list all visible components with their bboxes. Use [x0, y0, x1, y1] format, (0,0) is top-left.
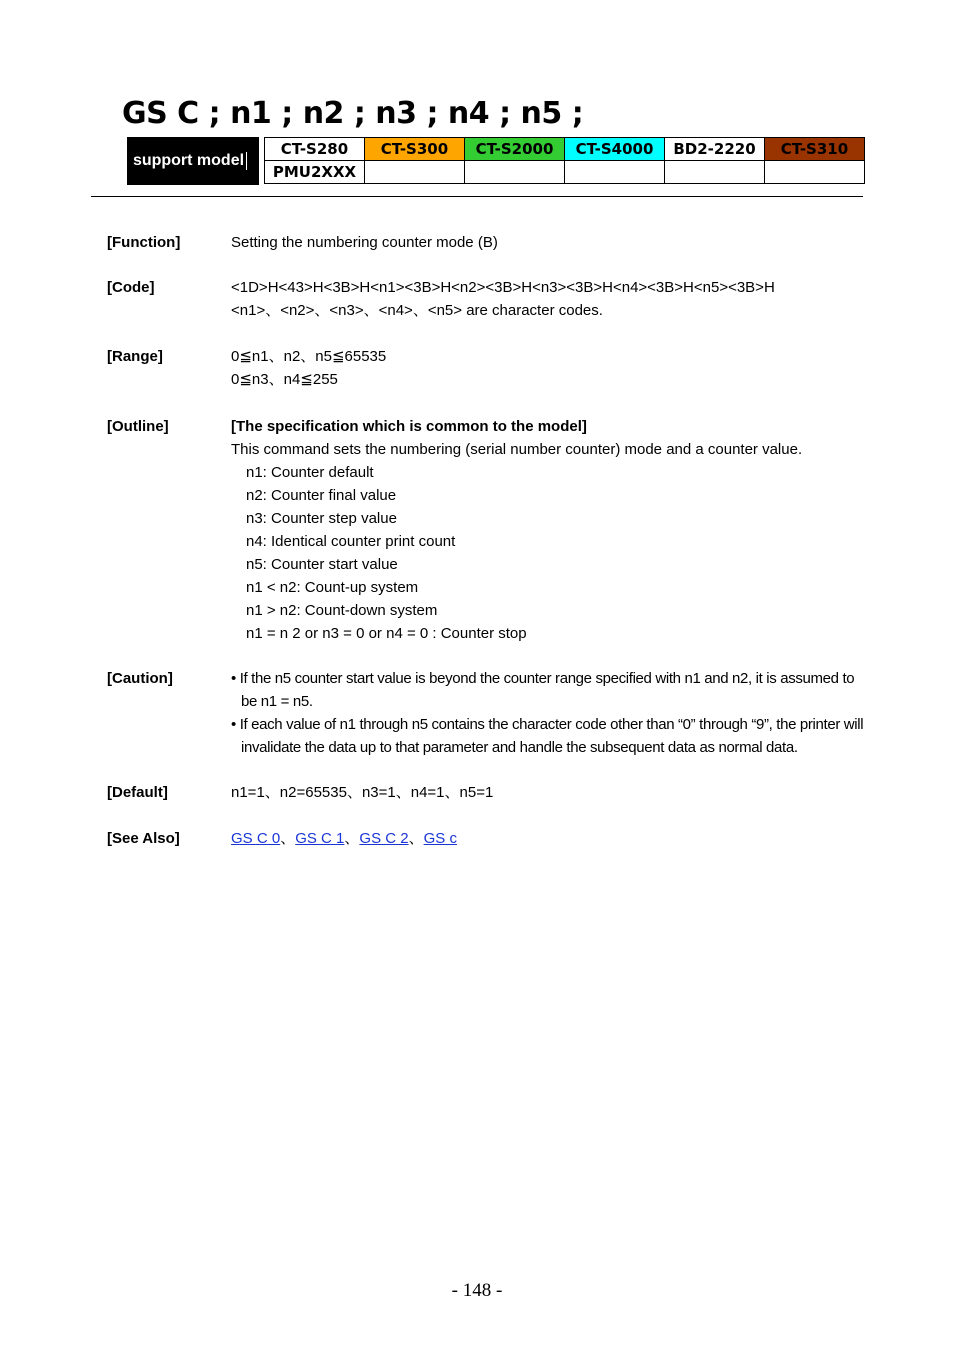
- model-cell: CT-S310: [765, 138, 865, 161]
- model-cell: PMU2XXX: [265, 161, 365, 184]
- model-cell: BD2-2220: [665, 138, 765, 161]
- outline-item: n3: Counter step value: [246, 510, 397, 527]
- function-text: Setting the numbering counter mode (B): [231, 234, 498, 251]
- model-cell: [565, 161, 665, 184]
- model-cell: CT-S2000: [465, 138, 565, 161]
- model-cell: [765, 161, 865, 184]
- section-label: [Code]: [107, 279, 155, 296]
- outline-item: n1 > n2: Count-down system: [246, 602, 438, 619]
- link-gs-c-2[interactable]: GS C 2: [359, 830, 409, 847]
- outline-item: n1 < n2: Count-up system: [246, 579, 419, 596]
- outline-item: n5: Counter start value: [246, 556, 398, 573]
- section-label: [Range]: [107, 348, 163, 365]
- link-gs-c-1[interactable]: GS C 1: [295, 830, 345, 847]
- model-cell: CT-S280: [265, 138, 365, 161]
- outline-intro: This command sets the numbering (serial number counter) mode and a counter value.: [231, 441, 803, 458]
- section-label: [Outline]: [107, 418, 169, 435]
- link-separator: 、: [408, 830, 424, 847]
- range-line: 0≦n3、n4≦255: [231, 371, 338, 388]
- model-cell: [465, 161, 565, 184]
- default-text: n1=1、n2=65535、n3=1、n4=1、n5=1: [231, 784, 494, 801]
- section-label: [See Also]: [107, 830, 180, 847]
- section-label: [Function]: [107, 234, 181, 251]
- outline-item: n1: Counter default: [246, 464, 374, 481]
- support-model-table: [264, 137, 865, 184]
- link-separator: 、: [280, 830, 296, 847]
- page-title: GS C ; n1 ; n2 ; n3 ; n4 ; n5 ;: [122, 96, 584, 131]
- outline-item: n4: Identical counter print count: [246, 533, 456, 550]
- section-label: [Caution]: [107, 670, 173, 687]
- model-cell: CT-S300: [365, 138, 465, 161]
- model-cell: [365, 161, 465, 184]
- link-separator: 、: [344, 830, 360, 847]
- outline-heading: [The specification which is common to the model]: [231, 418, 587, 435]
- see-also-links: [231, 827, 867, 850]
- link-gs-c-0[interactable]: GS C 0: [231, 830, 281, 847]
- support-model-label: support model: [127, 137, 259, 185]
- link-gs-c-lower[interactable]: GS c: [423, 830, 457, 847]
- header-divider: [91, 196, 863, 197]
- model-cell: CT-S4000: [565, 138, 665, 161]
- code-line: <1D>H<43>H<3B>H<n1><3B>H<n2><3B>H<n3><3B>H<n4><3B>H<n5><3B>H: [231, 279, 775, 296]
- range-line: 0≦n1、n2、n5≦65535: [231, 348, 387, 365]
- caution-bullet: • If each value of n1 through n5 contains the character code other than “0” through “9”, the printer will invalidate the data up to that parameter and handle the subsequent data as normal data.: [231, 716, 864, 756]
- outline-item: n2: Counter final value: [246, 487, 397, 504]
- code-line: <n1>、<n2>、<n3>、<n4>、<n5> are character codes.: [231, 302, 603, 319]
- model-cell: [665, 161, 765, 184]
- page-number: - 148 -: [451, 1280, 503, 1301]
- caution-bullet: • If the n5 counter start value is beyond the counter range specified with n1 and n2, it is assumed to be n1 = n5.: [231, 670, 855, 710]
- section-label: [Default]: [107, 784, 168, 801]
- outline-item: n1 = n 2 or n3 = 0 or n4 = 0 : Counter stop: [246, 625, 527, 642]
